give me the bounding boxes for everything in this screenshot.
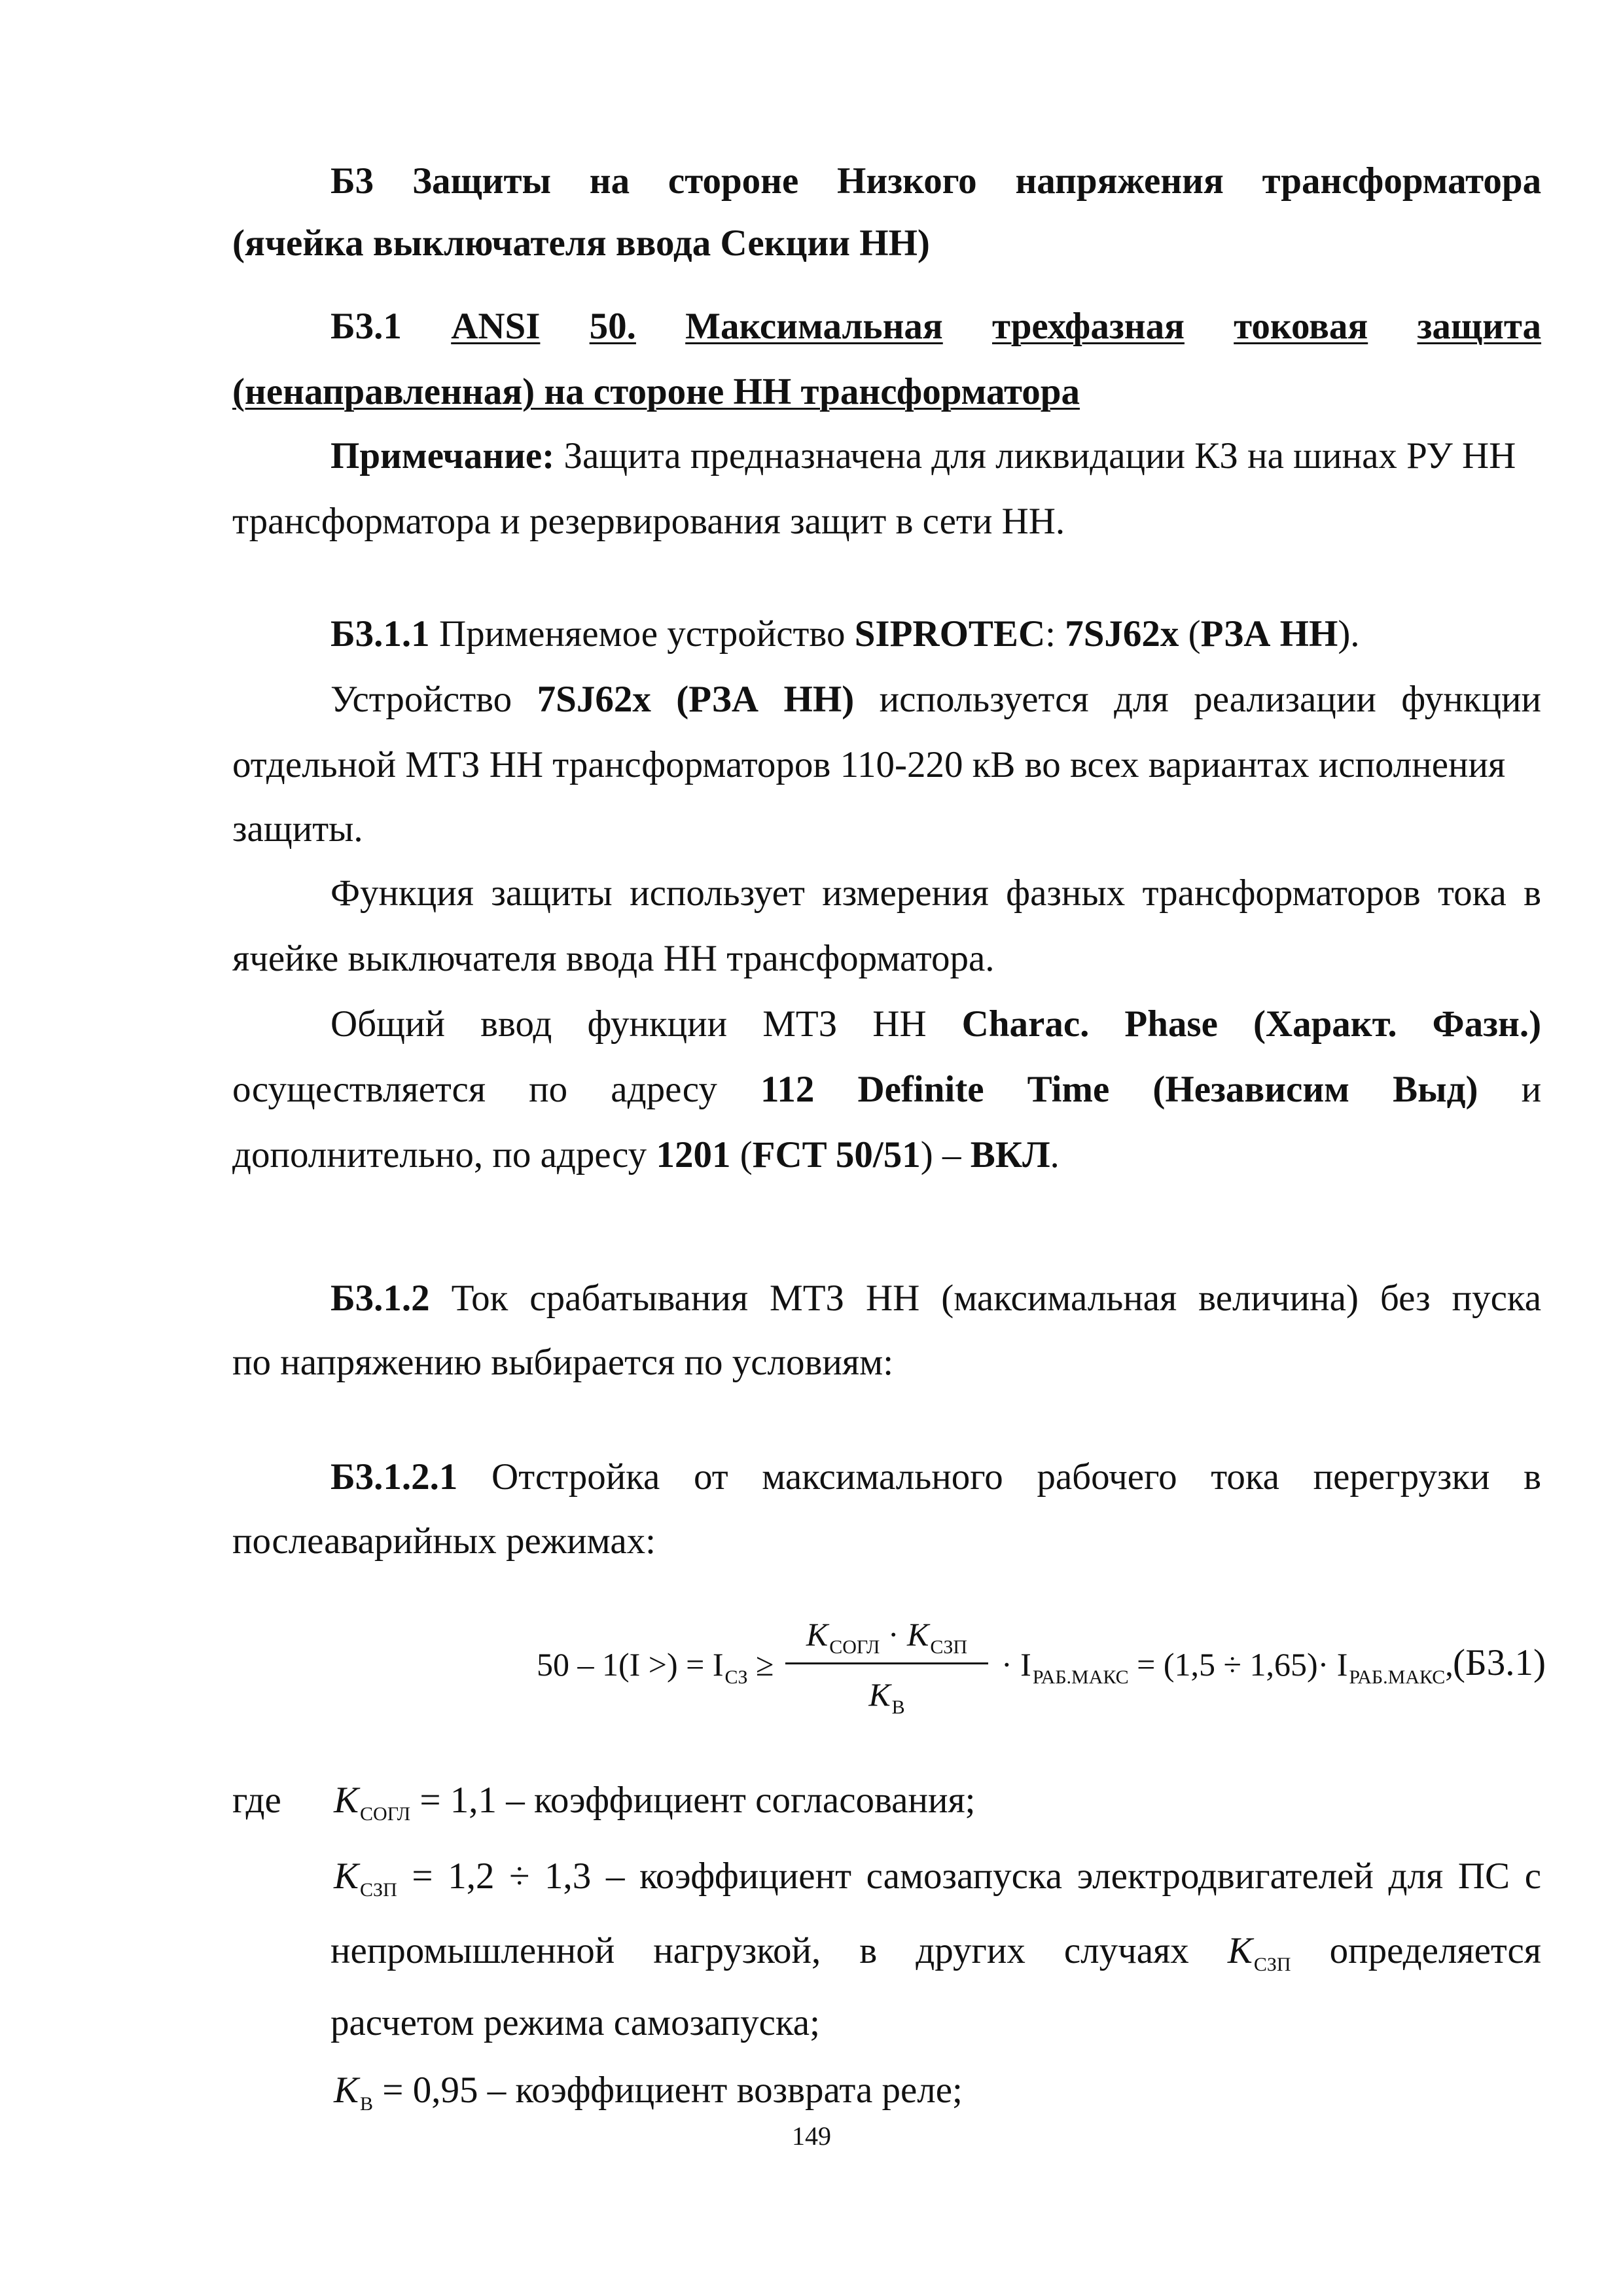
word: ПС — [1457, 1856, 1510, 1897]
subsection-number: Б3.1.2 — [330, 1278, 430, 1319]
lhs-text: 50 – 1(I >) = I — [537, 1646, 724, 1683]
word: случаях — [1063, 1930, 1189, 1971]
where-k3 — [334, 2070, 963, 2115]
mult-text: · I — [1001, 1646, 1031, 1683]
heading-word: ANSI — [451, 306, 541, 347]
on-label: ВКЛ — [970, 1134, 1050, 1175]
where-k2-line1 — [334, 1856, 1542, 1901]
comma: , — [1445, 1646, 1454, 1683]
word: величина) — [1198, 1278, 1359, 1319]
word: (Независим — [1152, 1069, 1349, 1110]
k2-symbol — [1227, 1930, 1291, 1975]
formula-rhs — [1001, 1646, 1454, 1688]
section-b3-heading-line2: (ячейка выключателя ввода Секции НН) — [232, 223, 930, 264]
word: в — [1524, 1456, 1542, 1498]
b311-line — [330, 615, 1360, 653]
word: по — [529, 1069, 568, 1110]
word: (Характ. — [1253, 1003, 1397, 1045]
word: используется — [879, 679, 1089, 720]
note-label: Примечание: — [330, 435, 555, 476]
formula-lhs — [537, 1646, 774, 1688]
word: определяется — [1329, 1930, 1542, 1971]
word: Charac. — [961, 1003, 1090, 1045]
word: – — [605, 1856, 625, 1897]
section-b3-heading-line1 — [330, 162, 1541, 200]
word: НН) — [783, 679, 855, 720]
b3121-line2: послеаварийных режимах: — [232, 1520, 656, 1562]
heading-word: защита — [1417, 306, 1542, 347]
section-b31-heading-line1 — [330, 308, 1541, 345]
word: адресу — [611, 1069, 717, 1110]
section-b31-heading-line2: (ненаправленная) на стороне НН трансформатора — [232, 371, 1080, 412]
word: Выд) — [1393, 1069, 1478, 1110]
word: в — [1524, 872, 1542, 914]
heading-word: трансформатора — [1262, 160, 1542, 202]
word: перегрузки — [1313, 1456, 1490, 1498]
word: срабатывания — [529, 1278, 749, 1319]
subscript: СЗП — [360, 1879, 397, 1901]
word: тока — [1437, 872, 1507, 914]
k-symbol: K — [334, 1856, 359, 1897]
device-paragraph-line1 — [330, 681, 1541, 718]
word: тока — [1211, 1456, 1279, 1498]
note-line2: трансформатора и резервирования защит в сети НН. — [232, 501, 1065, 542]
text: дополнительно, по адресу — [232, 1134, 647, 1175]
heading-word: напряжения — [1015, 160, 1224, 202]
subscript: РАБ.МАКС — [1032, 1666, 1129, 1688]
fct-label: FCT 50/51 — [752, 1134, 921, 1175]
input-paragraph-line3 — [232, 1136, 1060, 1174]
subscript: РАБ.МАКС — [1349, 1666, 1446, 1688]
word: непромышленной — [330, 1930, 615, 1971]
fraction-denominator — [779, 1676, 995, 1718]
word: для — [1388, 1856, 1444, 1897]
word: и — [1521, 1069, 1542, 1110]
device-paragraph-line3: защиты. — [232, 808, 363, 850]
word: Ток — [451, 1278, 508, 1319]
page-number: 149 — [792, 2121, 831, 2151]
section-number: Б3.1 — [330, 306, 402, 347]
word: в — [859, 1930, 878, 1971]
function-paragraph-line2: ячейке выключателя ввода НН трансформатора. — [232, 938, 995, 979]
subsection-number: Б3.1.2.1 — [330, 1456, 458, 1498]
k-symbol: K — [334, 2070, 359, 2111]
heading-word: Максимальная — [685, 306, 943, 347]
subscript: СОГЛ — [829, 1636, 880, 1658]
word: Definite — [857, 1069, 984, 1110]
rza-label: РЗА НН — [1200, 613, 1338, 655]
subscript: СОГЛ — [360, 1803, 411, 1825]
word: для — [1114, 679, 1169, 720]
device-paragraph-line2: отдельной МТЗ НН трансформаторов 110-220 кВ во всех вариантах исполнения — [232, 744, 1506, 785]
address: 1201 — [656, 1134, 731, 1175]
geq-sign: ≥ — [756, 1646, 774, 1683]
section-number: Б3 — [330, 160, 374, 202]
word: пуска — [1452, 1278, 1541, 1319]
input-paragraph-line2 — [232, 1071, 1541, 1108]
heading-word: на — [589, 160, 630, 202]
word: измерения — [822, 872, 989, 914]
where-k1 — [334, 1780, 976, 1825]
word: функции — [587, 1003, 728, 1045]
fraction-numerator — [779, 1615, 995, 1658]
b311-text: Применяемое устройство — [438, 613, 846, 655]
word: осуществляется — [232, 1069, 486, 1110]
paren: ( — [1188, 613, 1201, 655]
word: реализации — [1194, 679, 1376, 720]
word: МТЗ — [762, 1003, 838, 1045]
subscript: СЗ — [724, 1666, 748, 1688]
heading-word: Низкого — [837, 160, 977, 202]
heading-word: токовая — [1234, 306, 1368, 347]
k3-description: = 0,95 – коэффициент возврата реле; — [382, 2070, 963, 2111]
subscript: СЗП — [1253, 1954, 1291, 1975]
heading-word: стороне — [668, 160, 799, 202]
word: самозапуска — [866, 1856, 1063, 1897]
word: нагрузкой, — [653, 1930, 821, 1971]
input-paragraph-line1 — [330, 1005, 1541, 1043]
heading-word: Защиты — [412, 160, 552, 202]
note-text: Защита предназначена для ликвидации КЗ на шинах РУ НН — [563, 435, 1516, 476]
range-text: = (1,5 ÷ 1,65)· I — [1137, 1646, 1348, 1683]
word: максимального — [762, 1456, 1003, 1498]
subscript: СЗП — [930, 1636, 968, 1658]
word: Фазн.) — [1432, 1003, 1542, 1045]
word: МТЗ — [770, 1278, 845, 1319]
word: защиты — [491, 872, 613, 914]
k1-description: = 1,1 – коэффициент согласования; — [419, 1780, 976, 1821]
word: (РЗА — [676, 679, 759, 720]
word: фазных — [1006, 872, 1126, 914]
colon: : — [1045, 613, 1056, 655]
word: ввод — [480, 1003, 552, 1045]
where-k2-line3: расчетом режима самозапуска; — [330, 2002, 820, 2043]
where-k2-line2 — [330, 1930, 1542, 1975]
word: 7SJ62x — [537, 679, 651, 720]
k-symbol: K — [1227, 1930, 1253, 1971]
word: электродвигателей — [1077, 1856, 1374, 1897]
word: коэффициент — [639, 1856, 852, 1897]
word: Устройство — [330, 679, 512, 720]
word: использует — [630, 872, 805, 914]
word: НН — [866, 1278, 920, 1319]
subscript: В — [891, 1696, 905, 1718]
b3121-line1 — [330, 1458, 1541, 1496]
note-line1 — [330, 437, 1516, 475]
word: других — [916, 1930, 1026, 1971]
word: с — [1524, 1856, 1542, 1897]
b312-line1 — [330, 1280, 1541, 1317]
paren: ). — [1338, 613, 1360, 655]
k-symbol: K — [868, 1676, 891, 1713]
fraction-bar — [785, 1662, 988, 1664]
formula-label: (Б3.1) — [1453, 1642, 1546, 1683]
word: Отстройка — [491, 1456, 660, 1498]
word: Time — [1027, 1069, 1110, 1110]
subsection-number: Б3.1.1 — [330, 613, 430, 655]
word: (максимальная — [941, 1278, 1177, 1319]
word: НН — [872, 1003, 927, 1045]
subscript: В — [360, 2093, 374, 2115]
word: Общий — [330, 1003, 446, 1045]
function-paragraph-line1 — [330, 874, 1541, 912]
word: от — [693, 1456, 728, 1498]
siprotec-label: SIPROTEC — [854, 613, 1046, 655]
period: . — [1050, 1134, 1060, 1175]
heading-word: трехфазная — [992, 306, 1185, 347]
b312-line2: по напряжению выбирается по условиям: — [232, 1342, 894, 1383]
k-symbol: K — [334, 1780, 359, 1821]
heading-word: 50. — [589, 306, 636, 347]
k-symbol: K — [806, 1616, 829, 1653]
word: рабочего — [1037, 1456, 1177, 1498]
word: без — [1380, 1278, 1431, 1319]
k-symbol: K — [907, 1616, 929, 1653]
device-model: 7SJ62x — [1065, 613, 1179, 655]
k2-symbol — [334, 1856, 397, 1901]
word: = 1,2 ÷ 1,3 — [412, 1856, 592, 1897]
word: функции — [1401, 679, 1542, 720]
word: трансформаторов — [1142, 872, 1421, 914]
where-word: где — [232, 1780, 281, 1821]
dot: · — [887, 1616, 899, 1653]
word: Функция — [330, 872, 474, 914]
word: Phase — [1124, 1003, 1218, 1045]
word: 112 — [760, 1069, 815, 1110]
paren: ( — [740, 1134, 753, 1175]
dash: ) – — [920, 1134, 961, 1175]
